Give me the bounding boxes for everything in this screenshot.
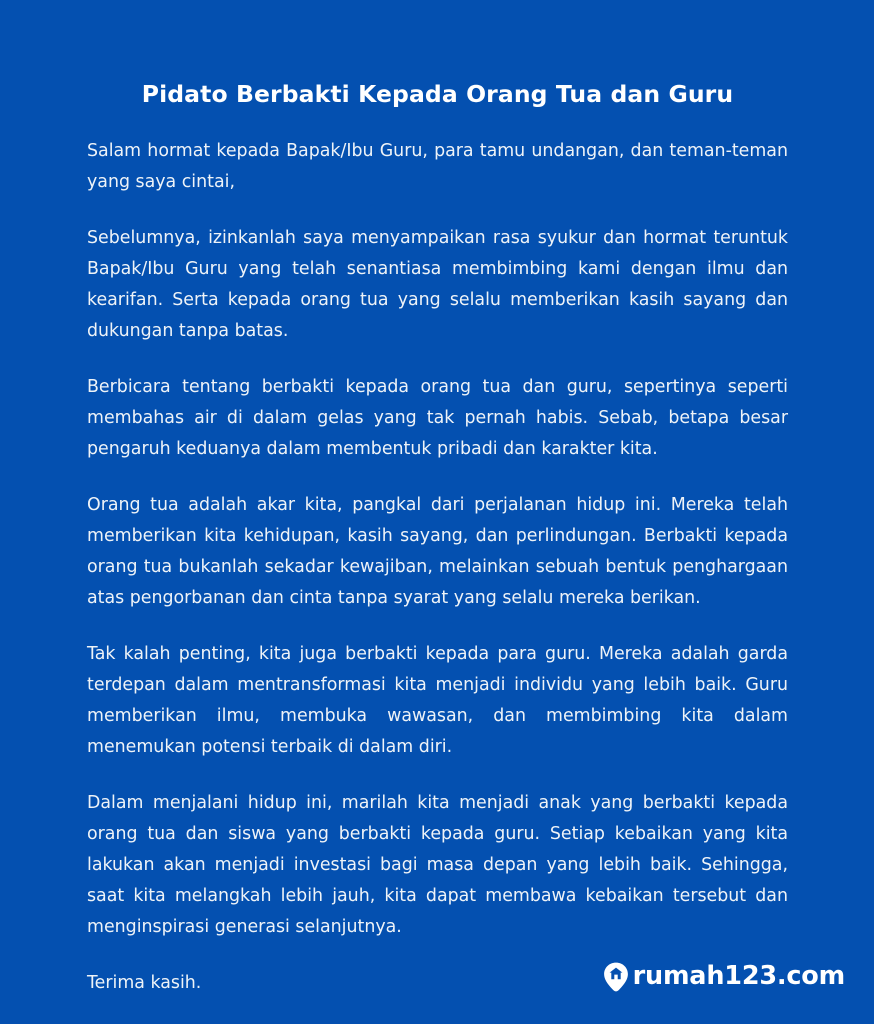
page-title: Pidato Berbakti Kepada Orang Tua dan Guru xyxy=(141,80,734,108)
paragraph-4: Orang tua adalah akar kita, pangkal dari perjalanan hidup ini. Mereka telah memberikan kita kehidupan, kasih sayang, dan perlindungan. Berbakti kepada orang tua bukanlah sekadar kewajiban, melainkan sebuah bentuk penghargaan atas pengorbanan dan cinta tanpa syarat yang selalu mereka berikan. xyxy=(87,494,788,608)
brand-logo xyxy=(0,962,874,992)
paragraph-1: Salam hormat kepada Bapak/Ibu Guru, para tamu undangan, dan teman-teman yang saya cintai, xyxy=(87,140,788,192)
paragraph-6: Dalam menjalani hidup ini, marilah kita menjadi anak yang berbakti kepada orang tua dan siswa yang berbakti kepada guru. Setiap kebaikan yang kita lakukan akan menjadi investasi bagi masa depan yang lebih baik. Sehingga, saat kita melangkah lebih jauh, kita dapat membawa kebaikan tersebut dan menginspirasi generasi selanjutnya. xyxy=(87,792,788,937)
brand-name-label: rumah123.com xyxy=(632,961,845,992)
document-content xyxy=(87,0,788,999)
paragraph-2: Sebelumnya, izinkanlah saya menyampaikan rasa syukur dan hormat teruntuk Bapak/Ibu Guru yang telah senantiasa membimbing kami dengan ilmu dan kearifan. Serta kepada orang tua yang selalu memberikan kasih sayang dan dukungan tanpa batas. xyxy=(87,227,788,341)
paragraph-5: Tak kalah penting, kita juga berbakti kepada para guru. Mereka adalah garda terdepan dalam mentransformasi kita menjadi individu yang lebih baik. Guru memberikan ilmu, membuka wawasan, dan membimbing kita dalam menemukan potensi terbaik di dalam diri. xyxy=(87,643,788,757)
map-pin-house-icon xyxy=(603,962,629,992)
closing-line: Terima kasih. xyxy=(87,972,202,993)
document-body xyxy=(87,136,788,999)
paragraph-3: Berbicara tentang berbakti kepada orang tua dan guru, sepertinya seperti membahas air di dalam gelas yang tak pernah habis. Sebab, betapa besar pengaruh keduanya dalam membentuk pribadi dan karakter kita. xyxy=(87,376,788,459)
